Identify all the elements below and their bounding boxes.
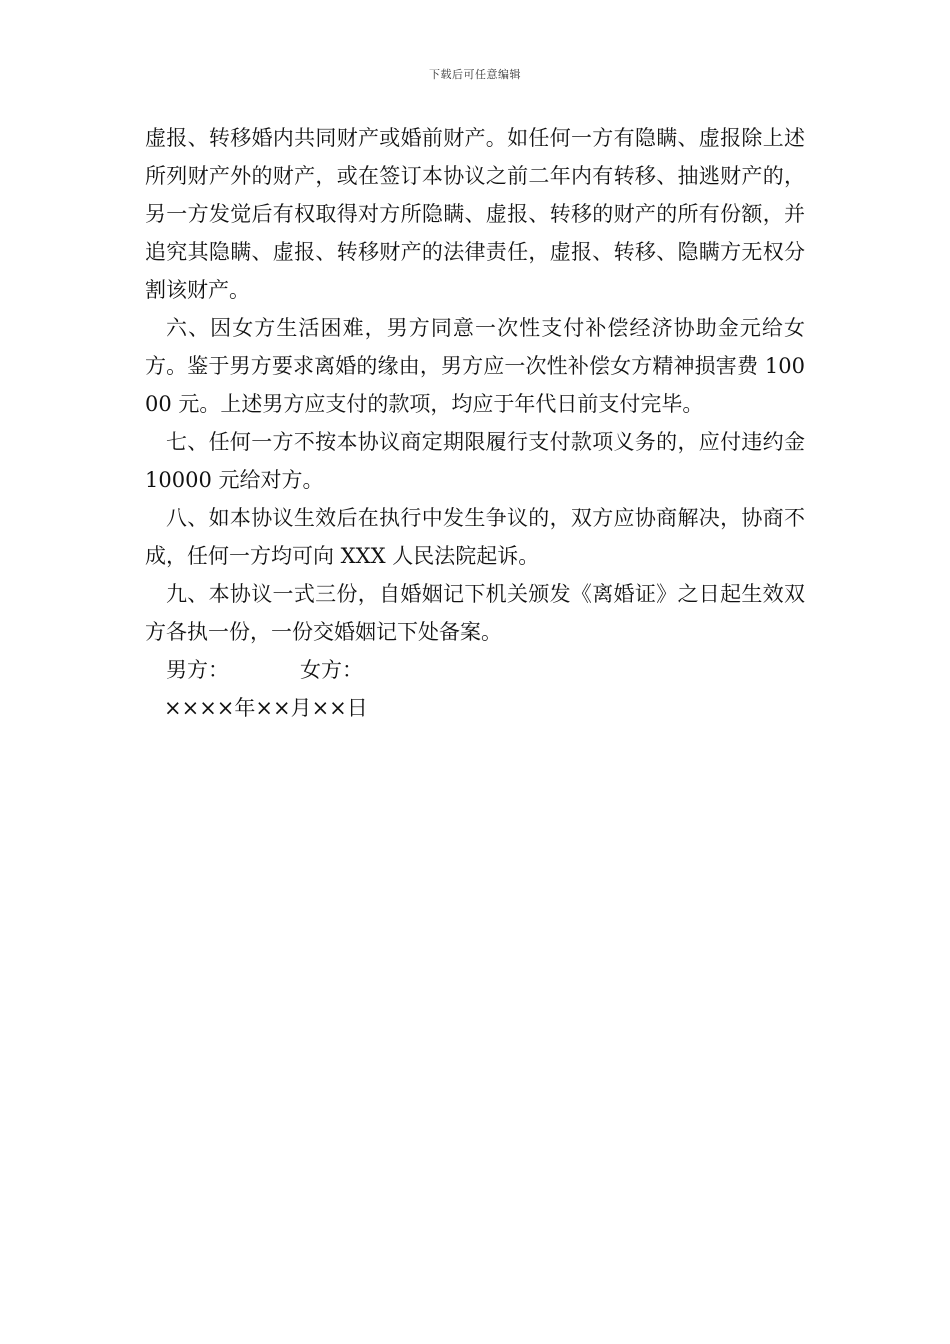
paragraph-continuation: 虚报、转移婚内共同财产或婚前财产。如任何一方有隐瞒、虚报除上述所列财产外的财产，或在签订本协议之前二年内有转移、抽逃财产的，另一方发觉后有权取得对方所隐瞒、虚报、转移的财产的所有份额，并追究其隐瞒、虚报、转移财产的法律责任，虚报、转移、隐瞒方无权分割该财产。 <box>145 126 805 302</box>
paragraph-clause-6: 六、因女方生活困难，男方同意一次性支付补偿经济协助金元给女方。鉴于男方要求离婚的缘由，男方应一次性补偿女方精神损害费 10000 元。上述男方应支付的款项，均应于年代日前支付完毕。 <box>145 316 805 416</box>
female-signature-label: 女方： <box>300 658 363 682</box>
document-body <box>145 119 805 727</box>
signature-line <box>145 651 805 689</box>
paragraph-clause-7: 七、任何一方不按本协议商定期限履行支付款项义务的，应付违约金 10000 元给对方。 <box>145 430 805 492</box>
paragraph-clause-8: 八、如本协议生效后在执行中发生争议的，双方应协商解决，协商不成，任何一方均可向 XXX 人民法院起诉。 <box>145 506 805 568</box>
page-header: 下载后可任意编辑 <box>429 68 521 81</box>
male-signature-label: 男方： <box>166 658 229 682</box>
signature-date: ××××年××月××日 <box>164 696 368 720</box>
paragraph-clause-9: 九、本协议一式三份，自婚姻记下机关颁发《离婚证》之日起生效双方各执一份，一份交婚姻记下处备案。 <box>145 582 805 644</box>
